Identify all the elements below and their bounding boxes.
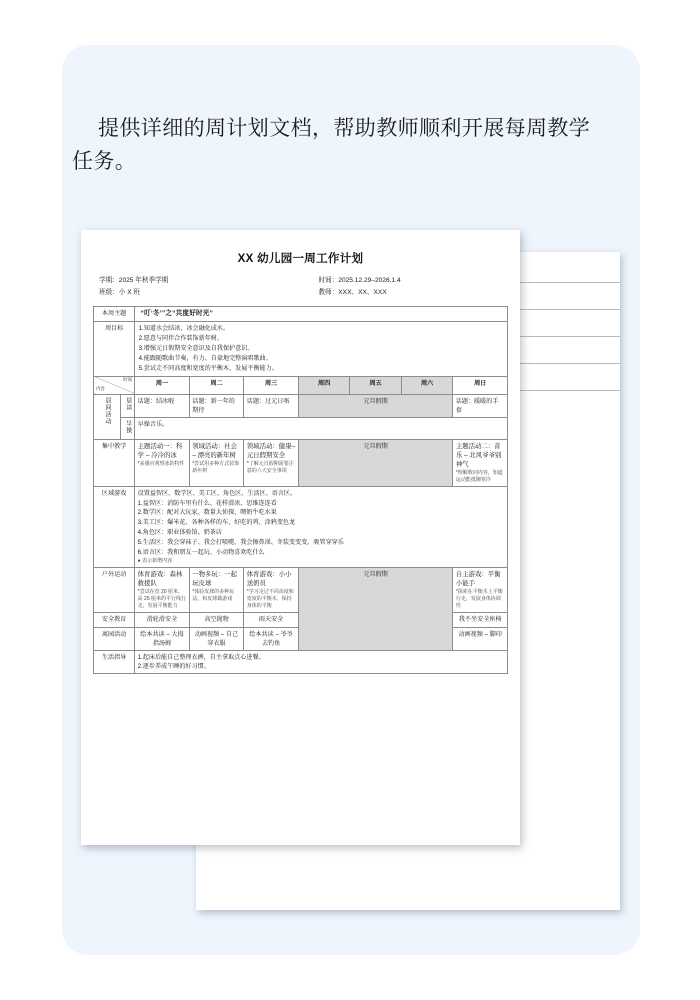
table-row-goals (94, 322, 508, 376)
outdoor-sun-title: 自主游戏：平衡小能手 (455, 571, 501, 588)
outdoor-wed (244, 568, 299, 613)
goal-item: 2.愿意与同伴合作装饰新年树。 (138, 335, 223, 343)
meta-right-column (283, 275, 503, 299)
area-intro: 设置益智区、数学区、美工区、角色区、生活区、语言区。 (137, 490, 297, 498)
time-label: 时间：2025.12.29–2026.1.4 (318, 277, 401, 284)
goal-list (138, 324, 505, 373)
corner-header-cell (94, 376, 135, 394)
morning-section-label-text: 晨间活动 (104, 396, 112, 425)
morning-read-tue: 话题：新一年的期待 (189, 394, 244, 417)
outdoor-sun (453, 568, 508, 613)
morning-exercise-value: 早操音乐。 (135, 417, 508, 439)
life-item: 2.逐步养成午睡的好习惯。 (137, 663, 210, 671)
theme-row-value (135, 307, 508, 322)
outdoor-row-label: 户外运动 (94, 568, 135, 613)
goal-item: 4.能跟随歌曲节奏，有力、自豪地完整演唱歌曲。 (138, 354, 272, 362)
goal-item: 3.增强元日假期安全意识及自我保护意识。 (138, 344, 254, 352)
day-header-sat: 周六 (401, 376, 452, 394)
outdoor-mon-title: 体育游戏：森林救援队 (137, 571, 183, 588)
goal-item: 5.尝试走不同高度和宽度的平衡木，发展平衡能力。 (138, 364, 278, 372)
teaching-mon (135, 440, 190, 487)
outdoor-tue-sub: *体验皮球的多种玩法，和皮球做游戏 (192, 589, 235, 603)
area-note: ● 表示新增内容 (137, 557, 173, 564)
document-title: XX 幼儿园一周工作计划 (237, 253, 364, 265)
area-item: 4.角色区：职业体验馆、奶茶店 (137, 529, 222, 537)
teaching-tue-title: 领域活动：社会 – 漂亮的新年树 (192, 443, 237, 460)
morning-read-label-text: 晨读 (124, 396, 132, 411)
morning-read-sun: 话题：暖暖的手套 (453, 394, 508, 417)
outdoor-holiday: 元旦假期 (298, 568, 452, 651)
morning-read-label (120, 394, 134, 417)
teaching-mon-sub: *多感官观察冰的特性 (137, 461, 185, 468)
table-row-life-guidance (94, 650, 508, 673)
goal-row-label: 周目标 (94, 322, 135, 376)
theme-text: “叮‘冬’”之“共度好时光” (140, 310, 214, 318)
teaching-tue-sub: *尝试用多种方式装饰新年树 (192, 461, 240, 475)
table-row-outdoor (94, 568, 508, 613)
day-header-sun: 周日 (453, 376, 508, 394)
leave-sun: 动画视频 – 脚印 (453, 627, 508, 650)
teaching-wed-sub: *了解元日假期需要注意的六大安全事项 (246, 461, 294, 475)
morning-read-holiday: 元旦假期 (298, 394, 452, 417)
safety-wed: 雨天安全 (244, 613, 299, 627)
area-row-label: 区域游戏 (94, 487, 135, 568)
leave-tue: 动画视频 – 自己穿衣服 (189, 627, 244, 650)
outdoor-tue (189, 568, 244, 613)
outdoor-sun-sub: *探索在平衡木上平衡行走，发展身体协调性 (455, 589, 503, 610)
day-header-wed: 周三 (244, 376, 299, 394)
safety-sun: 我不坐安全座椅 (453, 613, 508, 627)
term-label: 学期：2025 年秋季学期 (99, 277, 169, 284)
table-row-theme (94, 307, 508, 322)
goal-item: 1.知道水会结冰，冰会融化成水。 (138, 325, 230, 333)
outdoor-mon-sub: *尝试在宽 20 厘米、高 25 厘米的平行线行走，发展平衡能力 (137, 589, 187, 610)
teaching-sun-title: 主题活动二：音乐 – 北风爷爷别神气 (455, 443, 502, 469)
meta-left-column (99, 275, 283, 299)
teaching-mon-title: 主题活动一：科学 – 冷冷的冰 (137, 443, 183, 460)
intro-paragraph: 提供详细的周计划文档，帮助教师顺利开展每周教学任务。 (72, 117, 591, 174)
morning-exercise-label-text: 早操 (124, 419, 132, 435)
day-header-tue: 周二 (189, 376, 244, 394)
class-label: 班级：小 X 班 (99, 289, 141, 297)
area-item: 6.语言区：我和朋友一起玩、小动物喜欢吃什么 (137, 548, 265, 556)
day-header-fri: 周五 (350, 376, 401, 394)
outdoor-wed-title: 体育游戏：小小送奶员 (246, 571, 292, 588)
teaching-wed (244, 440, 299, 487)
outdoor-tue-title: 一物多玩：一起玩皮球 (192, 571, 237, 588)
area-item: 2.数学区：配对大玩家、数量大侦探、喂奶牛吃水果 (137, 509, 277, 517)
area-item: 1.益智区：消防车里有什么、花样滑冰、思维连连看 (137, 499, 277, 507)
weekly-plan-table (93, 306, 508, 674)
teaching-sun (453, 440, 508, 487)
plan-document-sheet (81, 230, 520, 845)
life-row-label: 生活指导 (94, 650, 135, 673)
teaching-holiday: 元旦假期 (298, 440, 452, 487)
area-row-value (135, 487, 508, 568)
teaching-wed-title: 领域活动：健康–元日假期安全 (246, 443, 296, 460)
table-row-morning-exercise (94, 417, 508, 439)
area-item: 5.生活区：我会穿袜子、我会打喷嚏、我会擦鼻涕、冬装变变变、吸管穿穿乐 (137, 539, 344, 547)
area-list (138, 499, 505, 558)
safety-row-label: 安全教育 (94, 613, 135, 627)
table-row-day-headers (94, 376, 508, 394)
teaching-sun-sub: *理解歌词内容，知道运动能抵御寒冷 (455, 470, 503, 484)
teaching-row-label: 集中教学 (94, 440, 135, 487)
morning-read-wed: 话题：过元日咯 (244, 394, 299, 417)
morning-read-mon: 话题：结冰啦 (135, 394, 190, 417)
life-item: 1.起床后能自己整理衣裤，自主拿取点心进餐。 (137, 653, 265, 661)
life-row-value (135, 650, 508, 673)
morning-section-label (94, 394, 121, 440)
day-header-thu: 周四 (298, 376, 349, 394)
goal-row-value (135, 322, 508, 376)
document-meta (93, 275, 508, 299)
table-row-morning-read (94, 394, 508, 417)
day-header-mon: 周一 (135, 376, 190, 394)
leave-mon: 绘本共读 – 大拇指汤姆 (135, 627, 190, 650)
table-row-teaching (94, 440, 508, 487)
outdoor-mon (135, 568, 190, 613)
area-item: 3.美工区：爆米花、各种各样的车、好吃的鸡、涂鸦变色龙 (137, 519, 296, 527)
safety-mon: 滑轮滑安全 (135, 613, 190, 627)
corner-content-label: 内容 (96, 386, 105, 392)
corner-time-label: 时间 (123, 377, 133, 383)
table-row-area-games (94, 487, 508, 568)
leave-wed: 绘本共读 – 爷爷去钓鱼 (244, 627, 299, 650)
safety-tue: 高空抛物 (189, 613, 244, 627)
teacher-label: 教师：XXX、XX、XXX (318, 289, 387, 297)
outdoor-wed-sub: *学习走过不同高度和宽度的平衡木，保持身体的平衡 (246, 589, 294, 610)
leave-row-label: 离园活动 (94, 627, 135, 650)
theme-row-label: 本周主题 (94, 307, 135, 322)
teaching-tue (189, 440, 244, 487)
morning-exercise-label (120, 417, 134, 439)
